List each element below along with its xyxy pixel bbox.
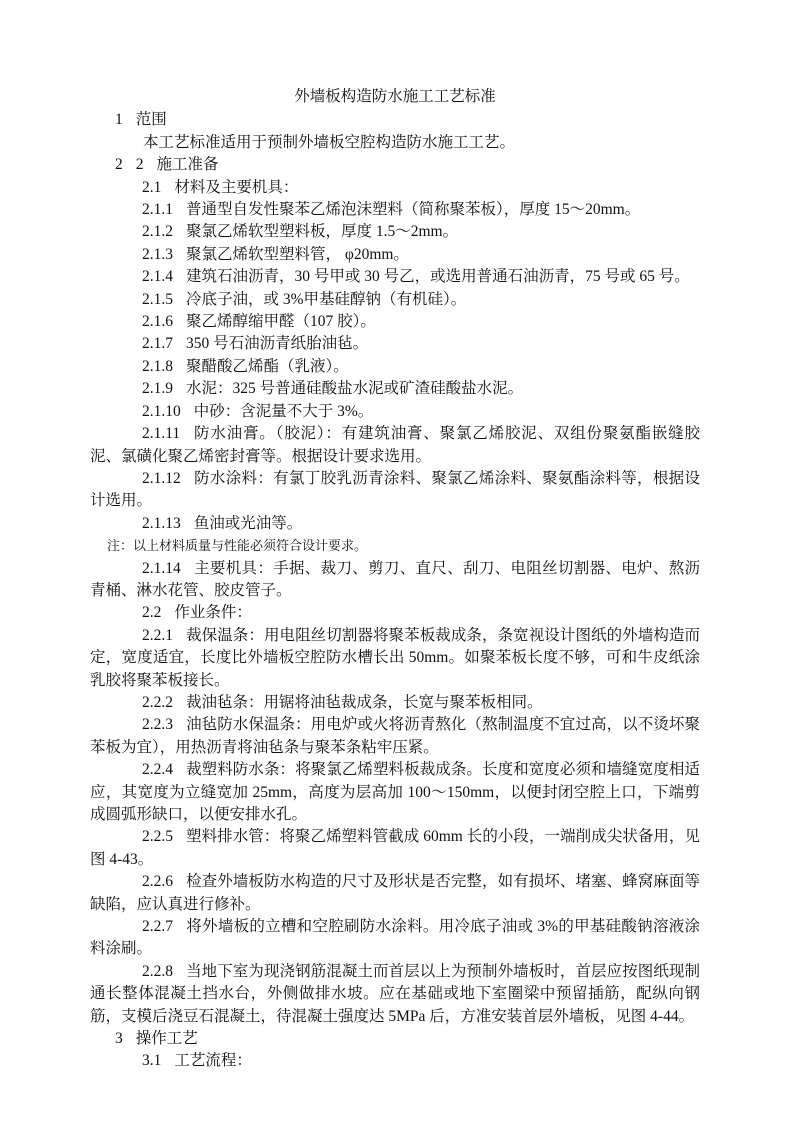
item-text: 作业条件： [174,604,252,622]
item-text: 范围 [135,111,167,129]
paragraph [90,356,700,378]
item-text: 聚氯乙烯软型塑料板，厚度 1.5～2mm。 [186,223,459,241]
paragraph [90,244,700,266]
paragraph [90,1028,700,1050]
paragraph [90,333,700,355]
item-text: 施工准备 [156,156,219,174]
item-text: 防水油膏。（胶泥）：有建筑油膏、聚氯乙烯胶泥、双组份聚氨酯嵌缝胶泥、氯磺化聚乙烯密封膏等。根据设计要求选用。 [90,425,700,465]
item-number: 2.2.6 [142,873,173,891]
item-text: 检查外墙板防水构造的尺寸及形状是否完整，如有损坏、堵塞、蜂窝麻面等缺陷，应认真进行修补。 [90,873,700,913]
item-text: 油毡防水保温条：用电炉或火将沥青熬化（熬制温度不宜过高，以不烫坏聚苯板为宜），用热沥青将油毡条与聚苯条粘牢压紧。 [90,716,700,756]
item-number: 2.1.2 [142,223,173,241]
paragraph [90,109,700,131]
item-number: 2.1.6 [142,313,173,331]
item-number: 3.1 [142,1052,162,1070]
item-text: 聚氯乙烯软型塑料管， φ20mm。 [186,245,409,263]
item-text: 裁油毡条：用锯将油毡裁成条，长宽与聚苯板相同。 [186,693,543,711]
item-number: 2.1.5 [142,290,173,308]
item-number: 2.1.13 [142,514,181,532]
paragraph [90,378,700,400]
item-text: 防水涂料：有氯丁胶乳沥青涂料、聚氯乙烯涂料、聚氨酯涂料等，根据设计选用。 [90,469,700,510]
item-number: 2.1.12 [142,469,181,487]
item-text: 聚醋酸乙烯酯（乳液）。 [186,357,349,375]
paragraph [90,289,700,311]
paragraph [90,221,700,243]
item-text: 裁塑料防水条：将聚氯乙烯塑料板裁成条。长度和宽度必须和墙缝宽度相适应，其宽度为立缝宽加 25mm，高度为层高加 100～150mm，以便封闭空腔上口，下端剪成圆弧形缺口，以便安排水孔。 [90,761,700,823]
item-number: 2.1.8 [142,357,173,375]
paragraph [90,423,700,468]
item-text: 聚乙烯醇缩甲醛（107 胶）。 [186,313,376,331]
item-text: 建筑石油沥青，30 号甲或 30 号乙，或选用普通石油沥青，75 号或 65 号。 [186,268,690,286]
item-number: 1 [115,111,123,129]
item-number: 2.2.1 [142,626,173,644]
paragraph [90,1050,700,1072]
paragraph [90,513,700,535]
paragraph [90,625,700,692]
item-text: 主要机具：手据、裁刀、剪刀、直尺、刮刀、电阻丝切割器、电炉、熬沥青桶、淋水花管、胶皮管子。 [90,559,700,599]
paragraph [90,692,700,714]
item-text: 水泥：325 号普通硅酸盐水泥或矿渣硅酸盐水泥。 [186,380,524,398]
paragraph [90,602,700,624]
paragraph [90,401,700,423]
item-number: 2.1.10 [142,402,181,420]
document-body [90,109,700,1072]
document-title: 外墙板构造防水施工工艺标准 [294,88,496,105]
item-text: 注：以上材料质量与性能必须符合设计要求。 [107,538,368,554]
item-number: 2.2.3 [142,716,173,734]
paragraph [90,154,700,176]
paragraph [90,177,700,199]
paragraph [90,311,700,333]
item-number: 2.2.4 [142,761,173,779]
item-text: 当地下室为现浇钢筋混凝土而首层以上为预制外墙板时，首层应按图纸现制通长整体混凝土挡水台，外侧做排水坡。应在基础或地下室圈梁中预留插筋，配纵向钢筋，支模后浇豆石混凝土，待混凝土强度达 5MPa 后，方准安装首层外墙板，见图 4-44。 [90,962,700,1025]
item-number: 3 [115,1030,123,1048]
item-text: 冷底子油，或 3%甲基硅醇钠（有机硅）。 [186,290,467,308]
paragraph [90,468,700,513]
item-number: 2.1.4 [142,268,173,286]
item-number: 2.1.11 [142,425,181,443]
item-number: 2.2.7 [142,918,173,936]
paragraph [90,266,700,288]
item-number: 2.1.9 [142,380,173,398]
paragraph [90,199,700,221]
item-text: 350 号石油沥青纸胎油毡。 [186,335,369,353]
item-number: 2.2 [142,604,162,622]
item-number: 2.2.2 [142,693,173,711]
paragraph [90,826,700,871]
paragraph [90,535,700,557]
item-number: 2 [115,156,123,174]
item-number: 2 [135,156,144,174]
item-text: 普通型自发性聚苯乙烯泡沫塑料（简称聚苯板），厚度 15～20mm。 [186,201,641,219]
item-number: 2.1.1 [142,201,173,219]
item-text: 裁保温条：用电阻丝切割器将聚苯板裁成条，条宽视设计图纸的外墙构造而定，宽度适宜，长度比外墙板空腔防水槽长出 50mm。如聚苯板长度不够，可和牛皮纸涂乳胶将聚苯板接长。 [90,626,700,689]
item-number: 2.1 [142,178,162,196]
item-text: 本工艺标准适用于预制外墙板空腔构造防水施工工艺。 [143,133,516,151]
paragraph [90,961,700,1028]
paragraph [90,558,700,603]
item-number: 2.1.14 [142,559,181,577]
paragraph [90,916,700,961]
item-number: 2.1.3 [142,245,173,263]
paragraph [90,132,700,154]
item-text: 工艺流程： [174,1052,252,1070]
item-text: 塑料排水管：将聚乙烯塑料管截成 60mm 长的小段，一端削成尖状备用，见图 4-43。 [90,828,700,868]
item-text: 中砂：含泥量不大于 3%。 [193,402,374,420]
paragraph [90,871,700,916]
item-number: 2.2.8 [142,962,173,980]
item-number: 2.1.7 [142,335,173,353]
item-number: 2.2.5 [142,828,173,846]
item-text: 材料及主要机具： [174,178,299,196]
paragraph [90,759,700,826]
item-text: 操作工艺 [135,1030,198,1048]
paragraph [90,714,700,759]
item-text: 鱼油或光油等。 [193,514,303,532]
item-text: 将外墙板的立槽和空腔刷防水涂料。用冷底子油或 3%的甲基硅酸钠溶液涂料涂刷。 [90,918,700,958]
